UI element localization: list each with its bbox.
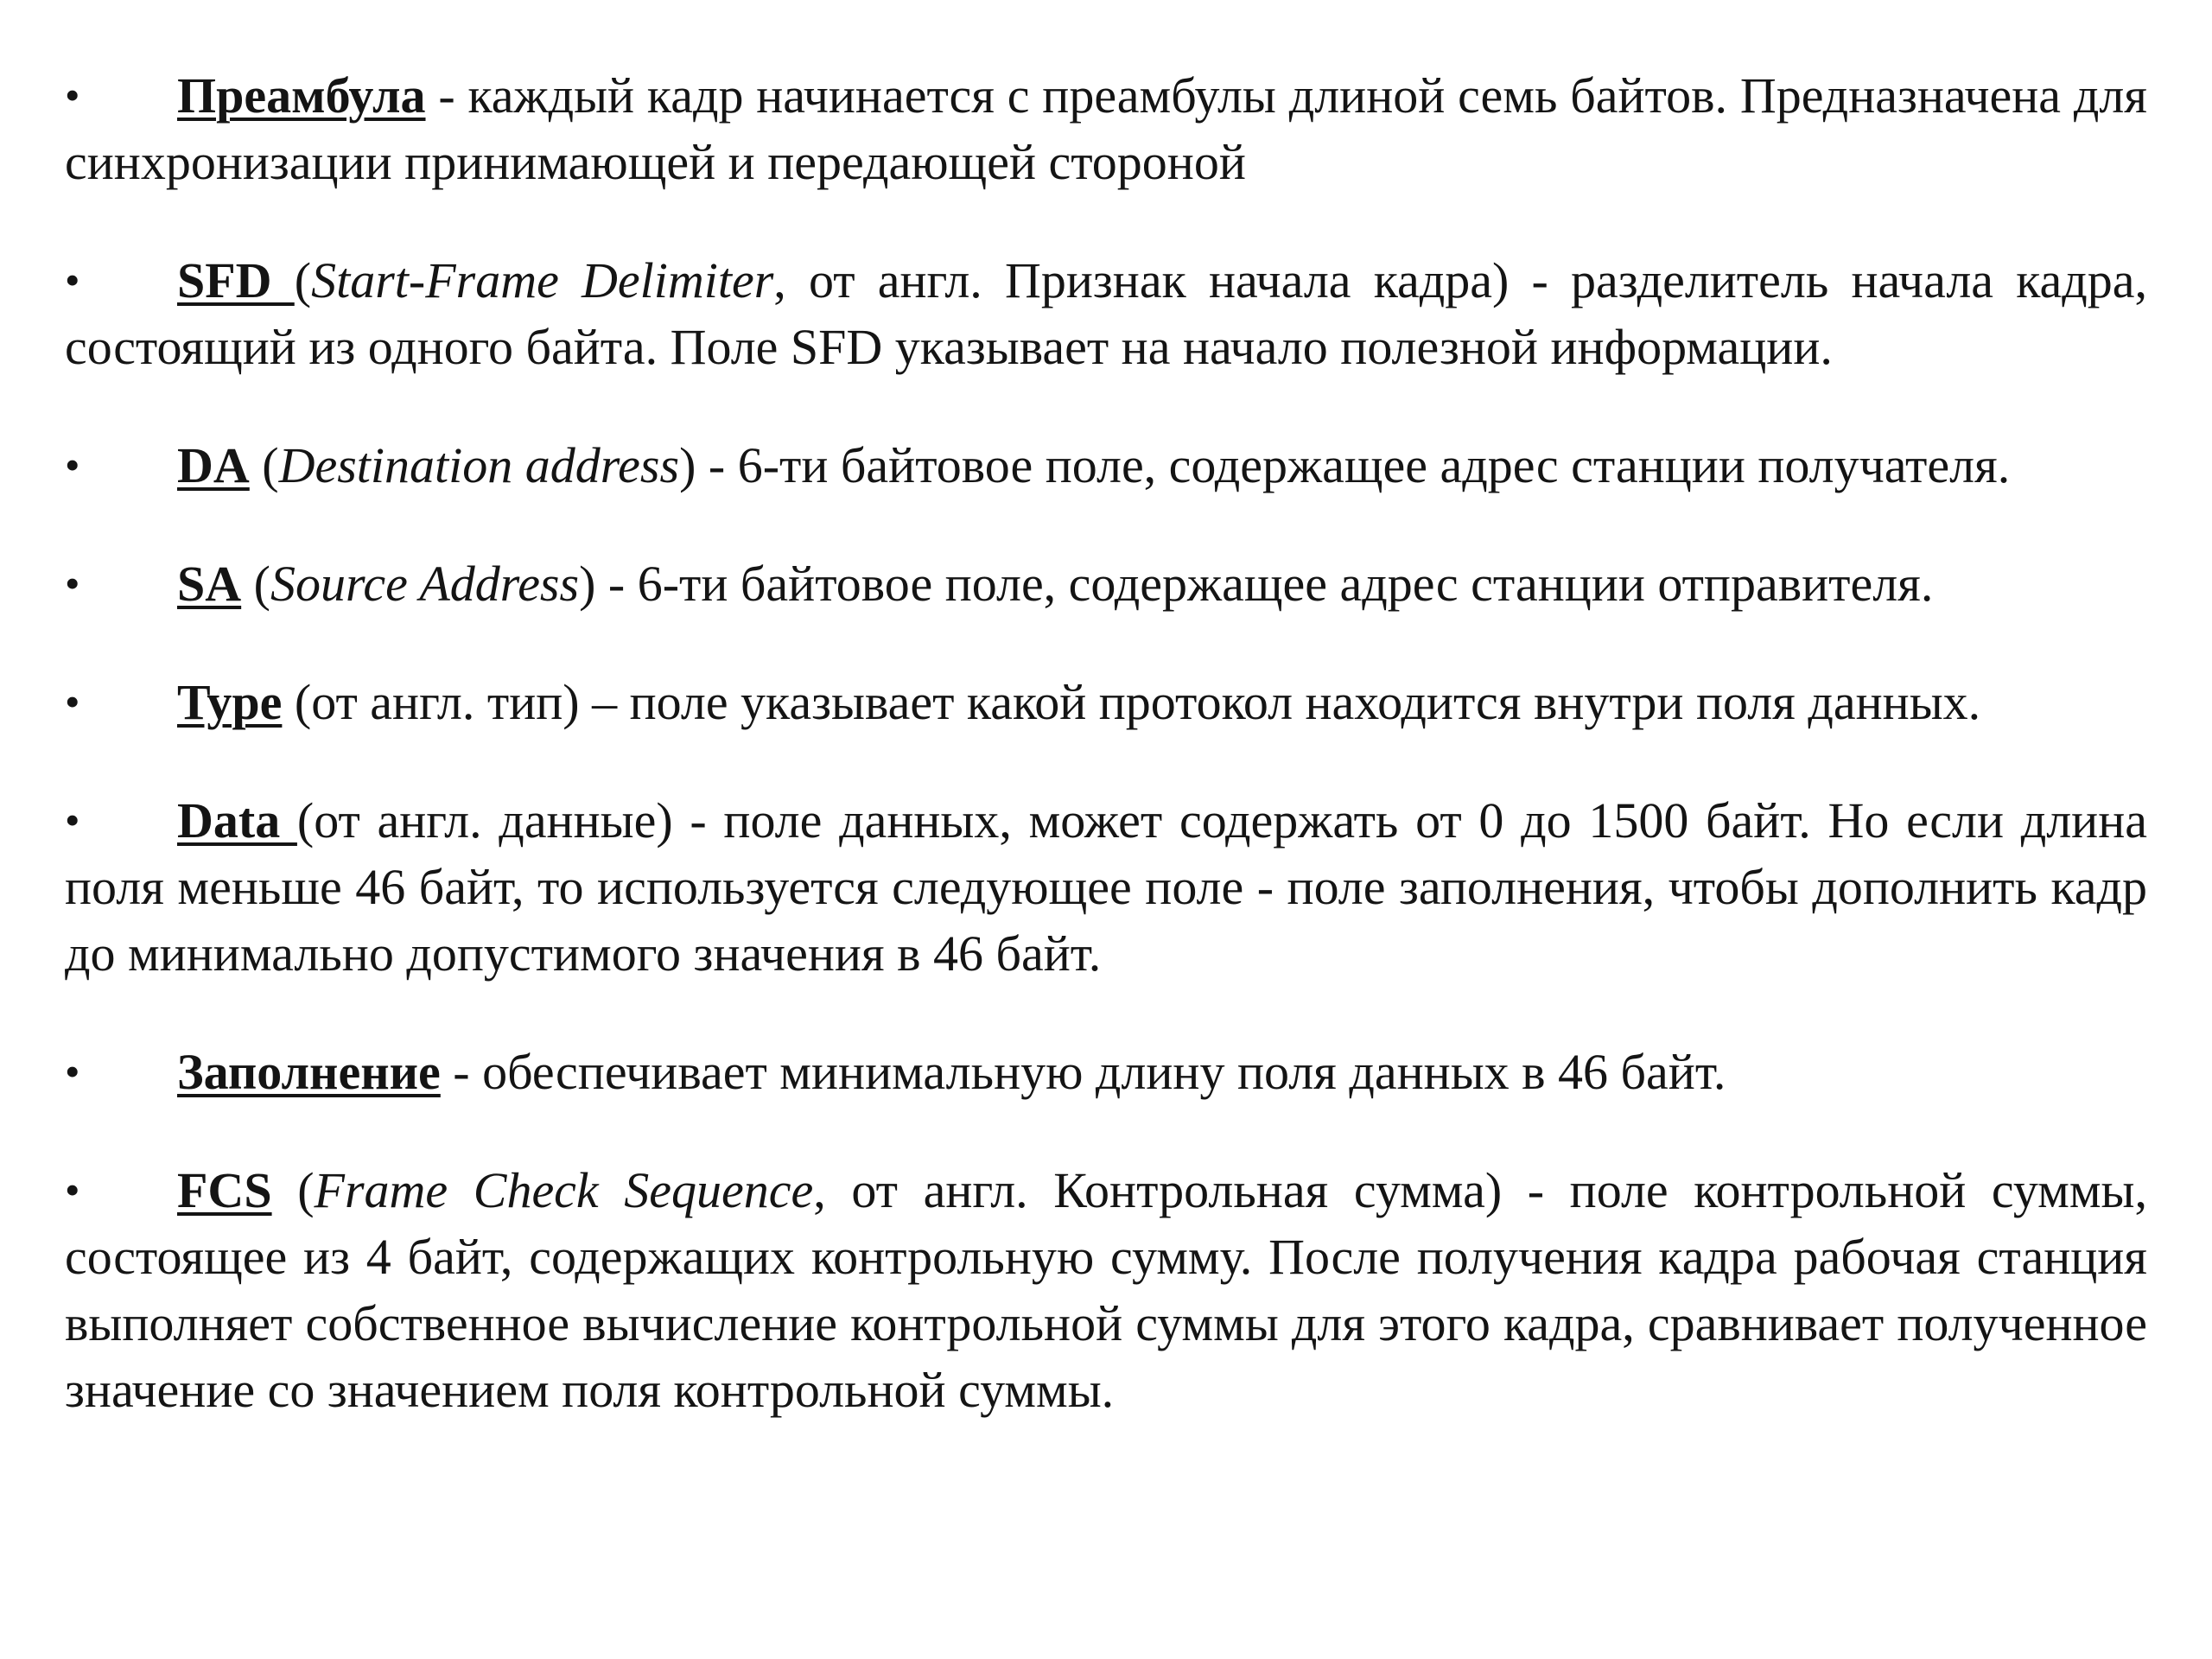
bullet-icon: • [65, 559, 80, 607]
english-name-sfd: Start-Frame Delimiter [311, 252, 774, 308]
desc-sa: ) - 6-ти байтовое поле, содержащее адрес станции отправителя. [579, 556, 1934, 612]
list-item-preamble [65, 62, 2147, 195]
english-name-da: Destination address [278, 437, 680, 493]
desc-da: ) - 6-ти байтовое поле, содержащее адрес станции получателя. [679, 437, 2011, 493]
bullet-icon: • [65, 256, 80, 304]
term-fcs: FCS [177, 1162, 272, 1218]
list-item-da [65, 432, 2147, 499]
desc-padding: - обеспечивает минимальную длину поля данных в 46 байт. [440, 1044, 1726, 1100]
list-item-padding [65, 1039, 2147, 1105]
document-page [65, 62, 2147, 1475]
desc-preamble: - каждый кадр начинается с преамбулы длиной семь байтов. Предназначена для синхронизации принимающей и передающей стороной [65, 67, 2147, 190]
list-item-fcs [65, 1157, 2147, 1423]
bullet-icon: • [65, 1047, 80, 1096]
term-type: Type [177, 674, 283, 730]
bullet-icon: • [65, 796, 80, 844]
list-item-data [65, 787, 2147, 987]
english-name-fcs: Frame Check Sequence [314, 1162, 814, 1218]
bullet-icon: • [65, 441, 80, 489]
desc-type: (от англ. тип) – поле указывает какой протокол находится внутри поля данных. [282, 674, 1981, 730]
term-sa: SA [177, 556, 242, 612]
bullet-icon: • [65, 1166, 80, 1214]
desc-data: (от англ. данные) - поле данных, может содержать от 0 до 1500 байт. Но если длина поля меньше 46 байт, то используется следующее поле - поле заполнения, чтобы дополнить кадр до минимально допустимого значения в 46 байт. [65, 792, 2148, 982]
term-data: Data [177, 792, 297, 849]
english-name-sa: Source Address [270, 556, 580, 612]
list-item-type [65, 669, 2147, 735]
paren-open-da: ( [249, 437, 279, 493]
term-padding: Заполнение [177, 1044, 441, 1100]
paren-open-fcs: ( [271, 1162, 315, 1218]
term-sfd: SFD [177, 252, 295, 308]
bullet-icon: • [65, 71, 80, 119]
desc-sfd: , от англ. Признак начала кадра) - разделитель начала кадра, состоящий из одного байта. Поле SFD указывает на начало полезной информации. [65, 252, 2148, 375]
desc-fcs: , от англ. Контрольная сумма) - поле контрольной суммы, состоящее из 4 байт, содержащих контрольную сумму. После получения кадра рабочая станция выполняет собственное вычисление контрольной суммы для этого кадра, сравнивает полученное значение со значением поля контрольной суммы. [65, 1162, 2147, 1418]
term-da: DA [177, 437, 250, 493]
term-preamble: Преамбула [177, 67, 426, 124]
bullet-icon: • [65, 677, 80, 726]
list-item-sfd [65, 247, 2147, 380]
paren-open-sfd: ( [294, 252, 312, 308]
paren-open-sa: ( [241, 556, 270, 612]
list-item-sa [65, 550, 2147, 617]
